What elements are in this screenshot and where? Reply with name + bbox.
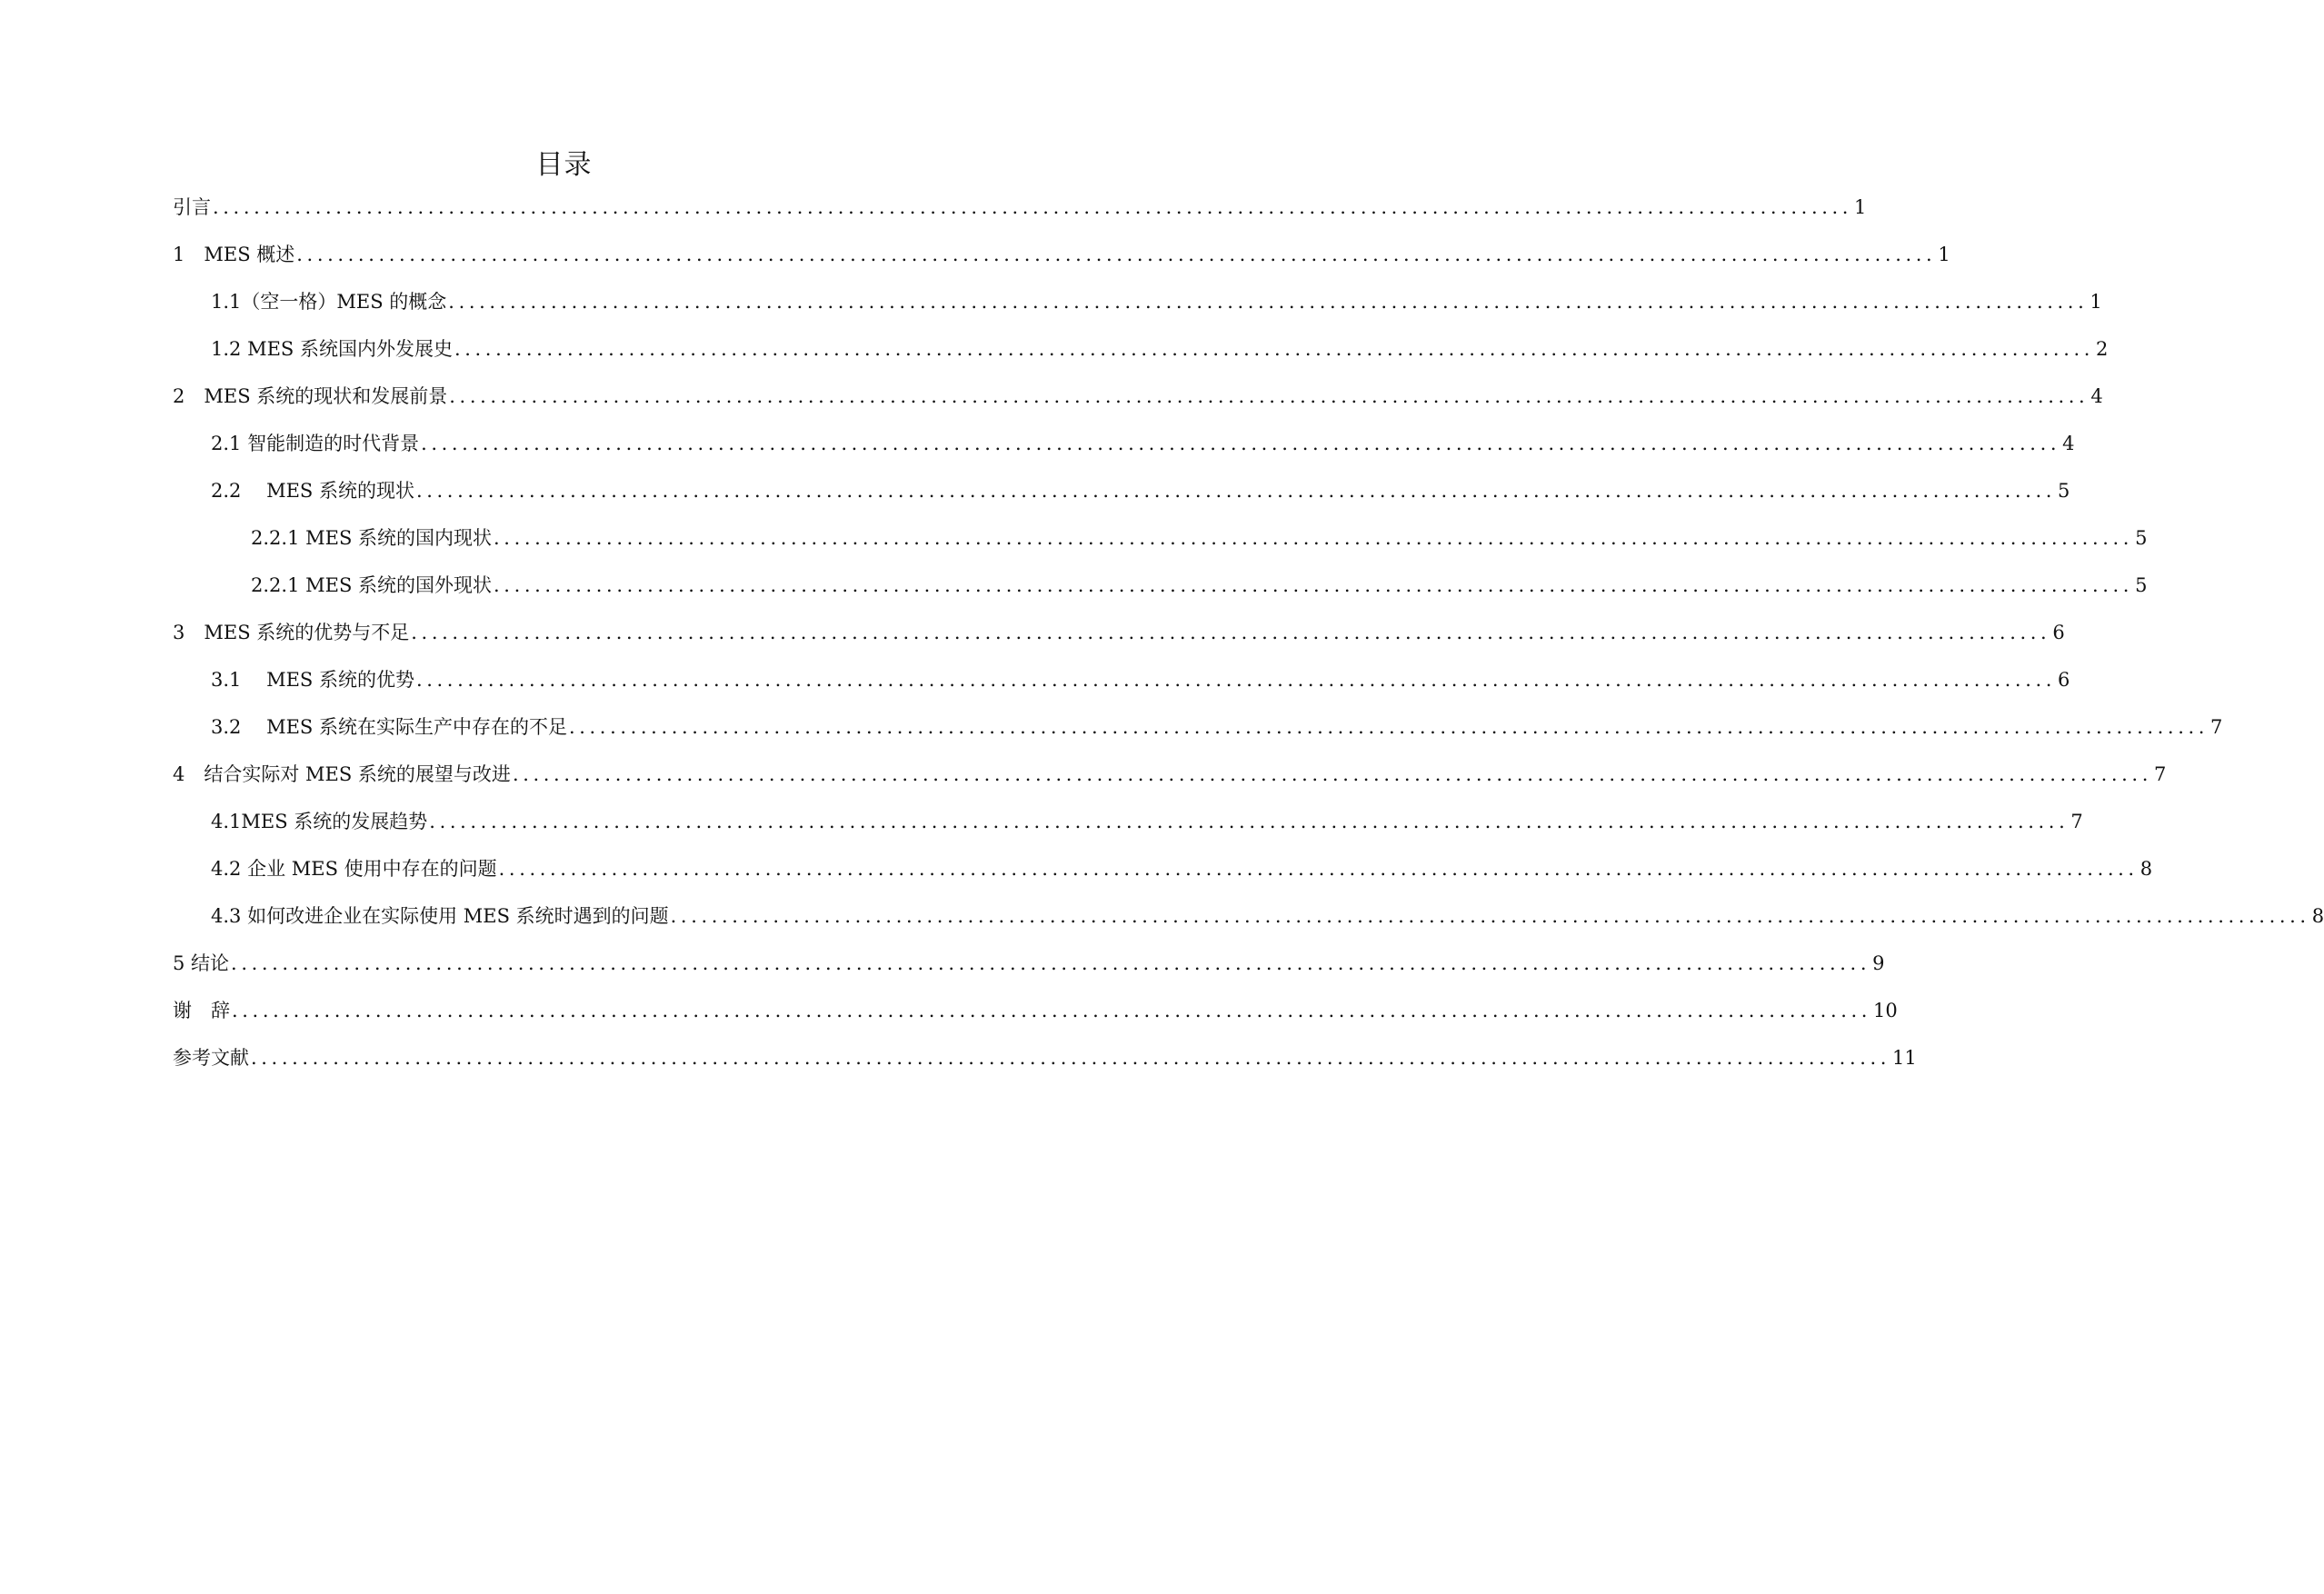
toc-dot-leader: ................................................................................................................................................................ (494, 527, 2134, 549)
toc-title: 目录 (535, 149, 593, 181)
toc-entry[interactable] (173, 902, 2324, 950)
toc-entry-label: 5 结论 (173, 952, 230, 974)
toc-entry-label: 4.2 企业 MES 使用中存在的问题 (211, 858, 497, 880)
toc-dot-leader: ................................................................................................................................................................ (448, 291, 2089, 313)
toc-entry[interactable] (173, 713, 2223, 761)
toc-dot-leader: ................................................................................................................................................................ (670, 905, 2310, 927)
toc-entry-page: 1 (1938, 244, 1950, 265)
toc-entry-page: 1 (1854, 196, 1867, 218)
toc-entry-page: 9 (1872, 952, 1885, 974)
toc-entry-label: 4.3 如何改进企业在实际使用 MES 系统时遇到的问题 (211, 905, 669, 927)
toc-entry[interactable] (173, 666, 2070, 713)
toc-entry[interactable] (173, 335, 2109, 383)
toc-dot-leader: ................................................................................................................................................................ (415, 480, 2057, 502)
toc-entry-label: 2.2.1 MES 系统的国内现状 (251, 527, 493, 549)
toc-entry-label: 3.1 MES 系统的优势 (211, 669, 414, 691)
toc-entry-label: 1.2 MES 系统国内外发展史 (211, 338, 453, 360)
toc-entry[interactable] (173, 524, 2148, 572)
toc-entry[interactable] (173, 241, 1950, 288)
toc-entry[interactable] (173, 572, 2148, 619)
toc-entry-page: 6 (2052, 622, 2065, 643)
toc-entry[interactable] (173, 383, 2103, 430)
toc-entry-page: 7 (2210, 716, 2223, 738)
toc-entry-page: 4 (2062, 433, 2075, 454)
toc-entry[interactable] (173, 950, 1885, 997)
toc-entry-label: 2 MES 系统的现状和发展前景 (173, 385, 448, 407)
toc-dot-leader: ................................................................................................................................................................ (231, 952, 1871, 974)
toc-entry-label: 参考文献 (173, 1047, 249, 1069)
toc-dot-leader: ................................................................................................................................................................ (421, 433, 2061, 454)
toc-entry-page: 10 (1873, 1000, 1898, 1021)
toc-entry-page: 8 (2139, 858, 2153, 880)
toc-entry[interactable] (173, 288, 2102, 335)
toc-entry-label: 4.1MES 系统的发展趋势 (211, 811, 428, 832)
toc-entry-page: 6 (2058, 669, 2070, 691)
toc-entry[interactable] (173, 430, 2075, 477)
toc-entry-page: 2 (2096, 338, 2109, 360)
toc-dot-leader: ................................................................................................................................................................ (498, 858, 2139, 880)
toc-dot-leader: ................................................................................................................................................................ (296, 244, 1937, 265)
toc-dot-leader: ................................................................................................................................................................ (429, 811, 2070, 832)
toc-entry-label: 1 MES 概述 (173, 244, 295, 265)
toc-entry-label: 4 结合实际对 MES 系统的展望与改进 (173, 763, 511, 785)
toc-dot-leader: ................................................................................................................................................................ (512, 763, 2152, 785)
toc-entry-page: 5 (2135, 527, 2148, 549)
toc-entry-label: 3 MES 系统的优势与不足 (173, 622, 410, 643)
toc-dot-leader: ................................................................................................................................................................ (494, 574, 2134, 596)
toc-entry[interactable] (173, 855, 2153, 902)
toc-dot-leader: ................................................................................................................................................................ (251, 1047, 1891, 1069)
toc-entry-label: 1.1（空一格）MES 的概念 (211, 291, 447, 313)
toc-entry-label: 3.2 MES 系统在实际生产中存在的不足 (211, 716, 567, 738)
toc-entry-page: 5 (2058, 480, 2070, 502)
toc-entry-label: 2.1 智能制造的时代背景 (211, 433, 420, 454)
toc-entry-label: 谢 辞 (173, 1000, 230, 1021)
toc-entry-page: 5 (2135, 574, 2148, 596)
toc-dot-leader: ................................................................................................................................................................ (415, 669, 2057, 691)
toc-dot-leader: ................................................................................................................................................................ (411, 622, 2051, 643)
toc-entry[interactable] (173, 997, 1898, 1044)
toc-entry[interactable] (173, 761, 2167, 808)
toc-entry-page: 11 (1892, 1047, 1917, 1069)
toc-entry-page: 1 (2090, 291, 2102, 313)
toc-entry-label: 2.2 MES 系统的现状 (211, 480, 414, 502)
toc-entry[interactable] (173, 477, 2070, 524)
toc-entry-label: 引言 (173, 196, 211, 218)
toc-entry-page: 4 (2090, 385, 2103, 407)
toc-entry[interactable] (173, 194, 1867, 241)
toc-entry-page: 7 (2070, 811, 2083, 832)
toc-entry[interactable] (173, 619, 2065, 666)
toc-entry[interactable] (173, 1044, 1917, 1091)
toc-dot-leader: ................................................................................................................................................................ (449, 385, 2090, 407)
toc-entry-label: 2.2.1 MES 系统的国外现状 (251, 574, 493, 596)
toc-dot-leader: ................................................................................................................................................................ (213, 196, 1853, 218)
toc-dot-leader: ................................................................................................................................................................ (454, 338, 2095, 360)
table-of-contents (173, 194, 2324, 1091)
toc-entry[interactable] (173, 808, 2083, 855)
toc-entry-page: 8 (2311, 905, 2324, 927)
toc-dot-leader: ................................................................................................................................................................ (232, 1000, 1872, 1021)
toc-dot-leader: ................................................................................................................................................................ (568, 716, 2209, 738)
toc-entry-page: 7 (2153, 763, 2167, 785)
